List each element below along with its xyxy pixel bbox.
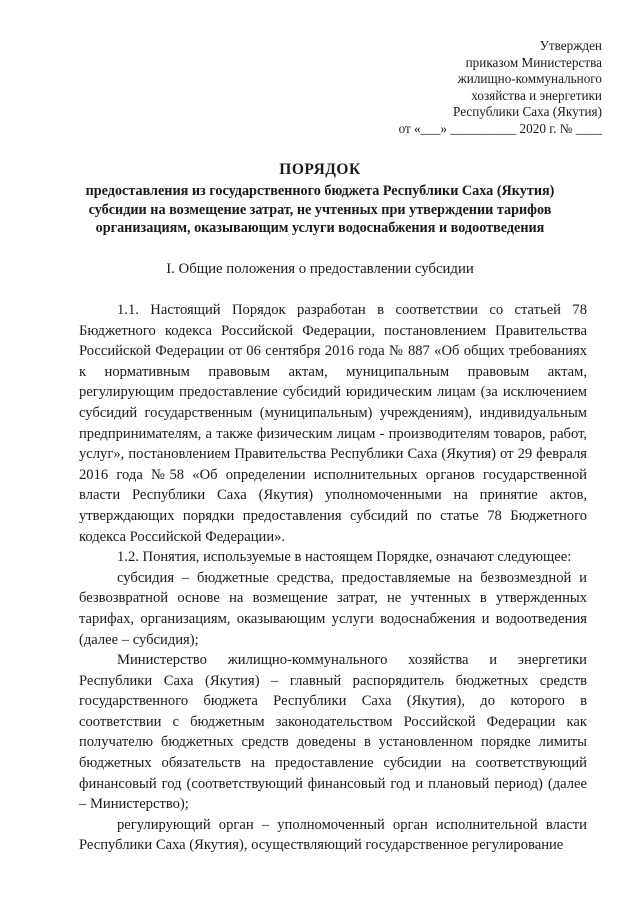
approval-line: Утвержден (539, 38, 602, 53)
approval-line: приказом Министерства (465, 54, 602, 70)
paragraph: 1.2. Понятия, используемые в настоящем Порядке, означают следующее: (117, 549, 572, 566)
paragraph: регулирующий орган – уполномоченный орган исполнительной власти Республики Саха (Якутия), осуществляющий государственное регулирование (79, 816, 587, 854)
paragraph: Министерство жилищно-коммунального хозяйства и энергетики Республики Саха (Якутия) – главный распорядитель бюджетных средств государственного бюджета Республики Саха (Якутия), до которого в соответствии с бюджетным законодательством Российской Федерации как получателю бюджетных средств доведены в установленном порядке лимиты бюджетных обязательств на предоставление субсидии на соответствующий финансовый год (соответствующий финансовый год и плановый период) (далее – Министерство); (79, 652, 587, 813)
title-line: субсидии на возмещение затрат, не учтенных при утверждении тарифов (88, 201, 552, 218)
title-line: организациям, оказывающим услуги водоснабжения и водоотведения (95, 220, 545, 237)
approval-line: жилищно-коммунального (457, 71, 602, 86)
paragraph: 1.1. Настоящий Порядок разработан в соответствии со статьей 78 Бюджетного кодекса Российской Федерации, постановлением Правительства Российской Федерации от 06 сентября 2016 года № 887 «Об общих требованиях к нормативным правовым актам, муниципальным правовым актам, регулирующим предоставление субсидий юридическим лицам (за исключением субсидий государственным (муниципальным) учреждениям), индивидуальным предпринимателям, а также физическим лицам - производителям товаров, работ, услуг», постановлением Правительства Республики Саха (Якутия) от 29 февраля 2016 года №58 «Об определении исполнительных органов государственной власти Республики Саха (Якутия) уполномоченными на принятие актов, утверждающих порядки предоставления субсидий по статье 78 Бюджетного кодекса Российской Федерации». (79, 302, 587, 545)
approval-stamp (399, 38, 602, 137)
document-body (79, 300, 587, 856)
approval-line: хозяйства и энергетики (471, 87, 602, 103)
paragraph: субсидия – бюджетные средства, предоставляемые на безвозмездной и безвозвратной основе на возмещение затрат, не учтенных в утвержденных тарифах, организациям, оказывающим услуги водоснабжения и водоотведения (далее – субсидия); (79, 569, 587, 648)
approval-line: Республики Саха (Якутия) (453, 104, 602, 119)
approval-line: от «___» __________ 2020 г. № ____ (398, 120, 602, 136)
document-title (40, 161, 600, 238)
title-line: предоставления из государственного бюджета Республики Саха (Якутия) (85, 182, 555, 199)
section-heading: I. Общие положения о предоставлении субсидии (166, 261, 474, 277)
title-word: ПОРЯДОК (279, 161, 361, 178)
